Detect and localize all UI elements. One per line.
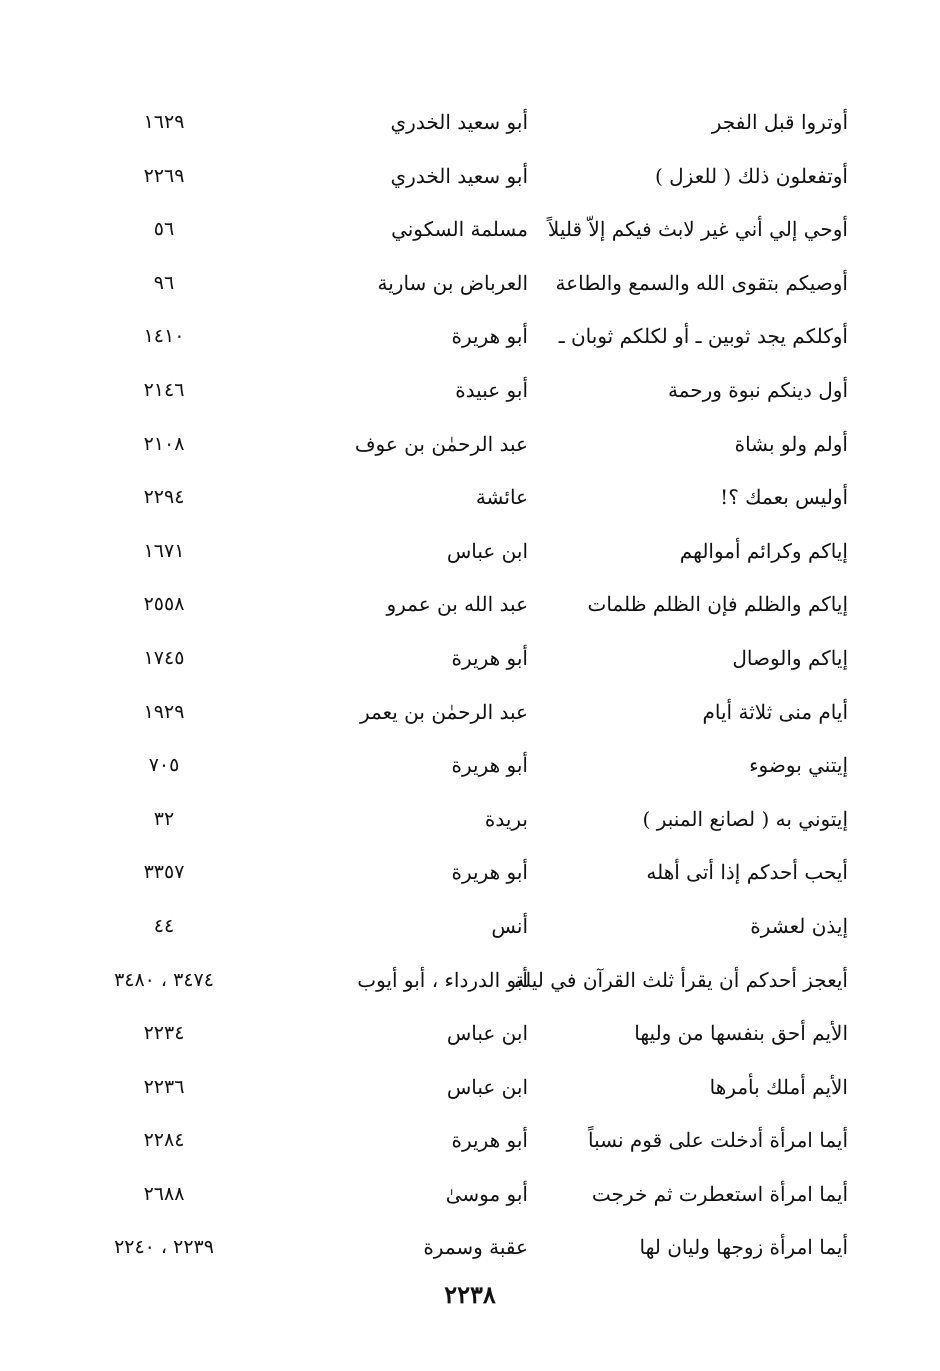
narrator: العرباض بن سارية [377, 270, 528, 295]
index-row [0, 739, 940, 793]
narrator: أبو سعيد الخدري [390, 163, 528, 188]
narrator: أبو موسىٰ [445, 1181, 528, 1206]
index-row [0, 1007, 940, 1061]
hadith-number: ٢٢٦٩ [143, 164, 185, 187]
hadith-text: إيتني بوضوء [749, 753, 848, 778]
narrator: عقبة وسمرة [423, 1235, 528, 1260]
narrator: ابن عباس [446, 1074, 528, 1099]
hadith-number: ٢٢٣٩ ، ٢٢٤٠ [114, 1236, 214, 1259]
index-row [0, 364, 940, 418]
hadith-number: ١٧٤٥ [143, 646, 185, 669]
index-row [0, 471, 940, 525]
index-row [0, 578, 940, 632]
hadith-text: أوتروا قبل الفجر [711, 110, 848, 134]
hadith-text: أيما امرأة استعطرت ثم خرجت [591, 1181, 848, 1206]
hadith-number: ١٦٢٩ [143, 111, 185, 133]
hadith-text: أيحب أحدكم إذا أتى أهله [646, 860, 848, 885]
hadith-text: أوصيكم بتقوى الله والسمع والطاعة [555, 270, 848, 295]
hadith-number: ٢٢٣٤ [143, 1022, 185, 1045]
narrator: ابن عباس [446, 1021, 528, 1046]
narrator: أبو هريرة [451, 324, 528, 349]
hadith-text: الأيم أحق بنفسها من وليها [634, 1021, 848, 1046]
hadith-text: إياكم والظلم فإن الظلم ظلمات [587, 592, 848, 617]
hadith-text: أوحي إلي أني غير لابث فيكم إلاّ قليلاً [547, 217, 848, 242]
index-row [0, 1168, 940, 1222]
index-row [0, 954, 940, 1008]
hadith-text: إيتوني به ( لصانع المنبر ) [642, 806, 848, 831]
index-row [0, 96, 940, 150]
index-row [0, 257, 940, 311]
hadith-text: أيما امرأة زوجها وليان لها [639, 1235, 848, 1260]
hadith-text: إياكم وكرائم أموالهم [679, 538, 848, 563]
hadith-number: ٢١٠٨ [143, 432, 185, 455]
narrator: مسلمة السكوني [391, 217, 528, 242]
index-row [0, 632, 940, 686]
hadith-number: ٤٤ [153, 914, 175, 937]
hadith-number: ٧٠٥ [148, 754, 180, 777]
index-row [0, 310, 940, 364]
narrator: أبو هريرة [451, 860, 528, 885]
narrator: ابن عباس [446, 538, 528, 563]
hadith-text: إياكم والوصال [732, 645, 848, 670]
hadith-number: ١٩٢٩ [143, 700, 185, 723]
index-row [0, 1114, 940, 1168]
narrator: بريدة [484, 806, 528, 831]
hadith-text: أوليس بعمك ؟! [720, 485, 848, 510]
hadith-text: أيعجز أحدكم أن يقرأ ثلث القرآن في ليلة [514, 967, 848, 992]
hadith-number: ٢٢٨٤ [143, 1129, 185, 1152]
narrator: أنس [491, 913, 528, 938]
hadith-text: أولم ولو بشاة [734, 431, 848, 456]
hadith-text: أول دينكم نبوة ورحمة [667, 377, 848, 402]
hadith-text: إيذن لعشرة [750, 913, 848, 938]
narrator: عبد الرحمٰن بن يعمر [360, 699, 528, 724]
narrator: أبو هريرة [451, 753, 528, 778]
hadith-number: ٢٢٩٤ [143, 486, 185, 509]
narrator: عبد الرحمٰن بن عوف [354, 431, 528, 456]
index-row [0, 1221, 940, 1275]
hadith-number: ٢٢٣٦ [143, 1075, 185, 1098]
hadith-number: ٣٤٧٤ ، ٣٤٨٠ [114, 968, 214, 991]
narrator: أبو سعيد الخدري [390, 110, 528, 134]
narrator: عائشة [475, 485, 528, 510]
index-row [0, 418, 940, 472]
index-row [0, 793, 940, 847]
hadith-text: أوكلكم يجد ثوبين ـ أو لكلكم ثوبان ـ [558, 324, 848, 349]
hadith-number: ٣٣٥٧ [143, 861, 185, 884]
hadith-number: ٢٦٨٨ [143, 1182, 185, 1205]
hadith-index-table [0, 96, 940, 1275]
narrator: عبد الله بن عمرو [386, 592, 528, 617]
index-row [0, 686, 940, 740]
hadith-number: ٩٦ [153, 271, 175, 294]
narrator: أبو هريرة [451, 1128, 528, 1153]
hadith-text: الأيم أملك بأمرها [709, 1074, 848, 1099]
hadith-number: ٣٢ [153, 807, 175, 830]
hadith-number: ٢١٤٦ [143, 378, 185, 401]
index-row [0, 203, 940, 257]
page-number: ٢٢٣٨ [444, 1280, 496, 1309]
index-row [0, 900, 940, 954]
hadith-number: ١٤١٠ [143, 325, 185, 348]
narrator: أبو الدرداء ، أبو أيوب [357, 967, 528, 992]
hadith-number: ١٦٧١ [143, 539, 185, 562]
hadith-number: ٢٥٥٨ [143, 593, 185, 616]
hadith-text: أوتفعلون ذلك ( للعزل ) [654, 163, 848, 188]
index-row [0, 1061, 940, 1115]
index-row [0, 150, 940, 204]
index-row [0, 846, 940, 900]
hadith-text: أيام منى ثلاثة أيام [702, 699, 848, 724]
narrator: أبو عبيدة [455, 377, 528, 402]
hadith-number: ٥٦ [153, 218, 175, 241]
hadith-text: أيما امرأة أدخلت على قوم نسباً [587, 1128, 848, 1153]
index-row [0, 525, 940, 579]
narrator: أبو هريرة [451, 645, 528, 670]
